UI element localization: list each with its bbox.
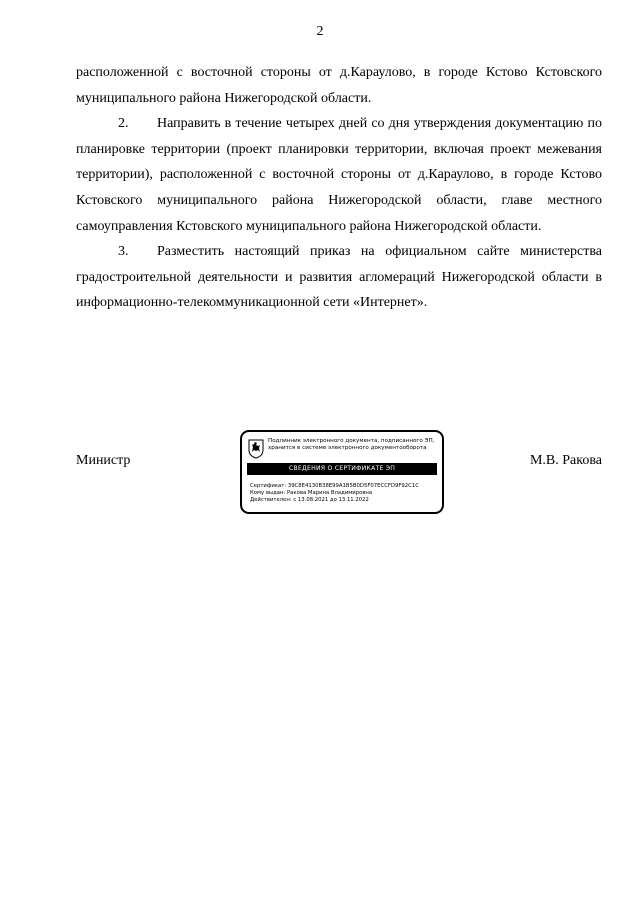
stamp-certificate: Сертификат: 39C8E4130B38E99A1B5B0D5F07ECCFD9F92C1C — [250, 483, 419, 489]
paragraph-3-number: 3. — [118, 244, 129, 260]
signer-name: М.В. Ракова — [529, 453, 602, 468]
stamp-header: СВЕДЕНИЯ О СЕРТИФИКАТЕ ЭП — [247, 463, 437, 475]
stamp-details — [250, 483, 440, 504]
stamp-validity: Действителен: с 13.08.2021 до 13.11.2022 — [250, 497, 369, 503]
signer-position: Министр — [76, 453, 131, 468]
electronic-signature-stamp — [240, 430, 444, 514]
stamp-note: Подлинник электронного документа, подписанного ЭП, хранится в системе электронного документооборота — [268, 438, 435, 451]
paragraph-2-text: Направить в течение четырех дней со дня утверждения документацию по планировке территории (проект планировки территории, включая проект межевания территории), расположенной с восточной стороны от д.Караулово, в городе Кстово Кстовского муниципального района Нижегородской области, главе местного самоуправления Кстовского муниципального района Нижегородской области. — [76, 116, 602, 234]
paragraph-2 — [76, 111, 602, 239]
signature-block — [76, 428, 602, 518]
paragraph-1-continuation: расположенной с восточной стороны от д.Караулово, в городе Кстово Кстовского муниципального района Нижегородской области. — [76, 65, 602, 106]
stamp-owner: Кому выдан: Ракова Марина Владимировна — [250, 490, 373, 496]
paragraph-3 — [76, 239, 602, 316]
paragraph-2-number: 2. — [118, 116, 129, 132]
page-number: 2 — [316, 24, 324, 39]
coat-of-arms-icon — [248, 439, 264, 459]
paragraph-3-text: Разместить настоящий приказ на официальном сайте министерства градостроительной деятельности и развития агломераций Нижегородской области в информационно-телекоммуникационной сети «Интернет». — [76, 244, 602, 311]
document-body — [76, 60, 602, 316]
